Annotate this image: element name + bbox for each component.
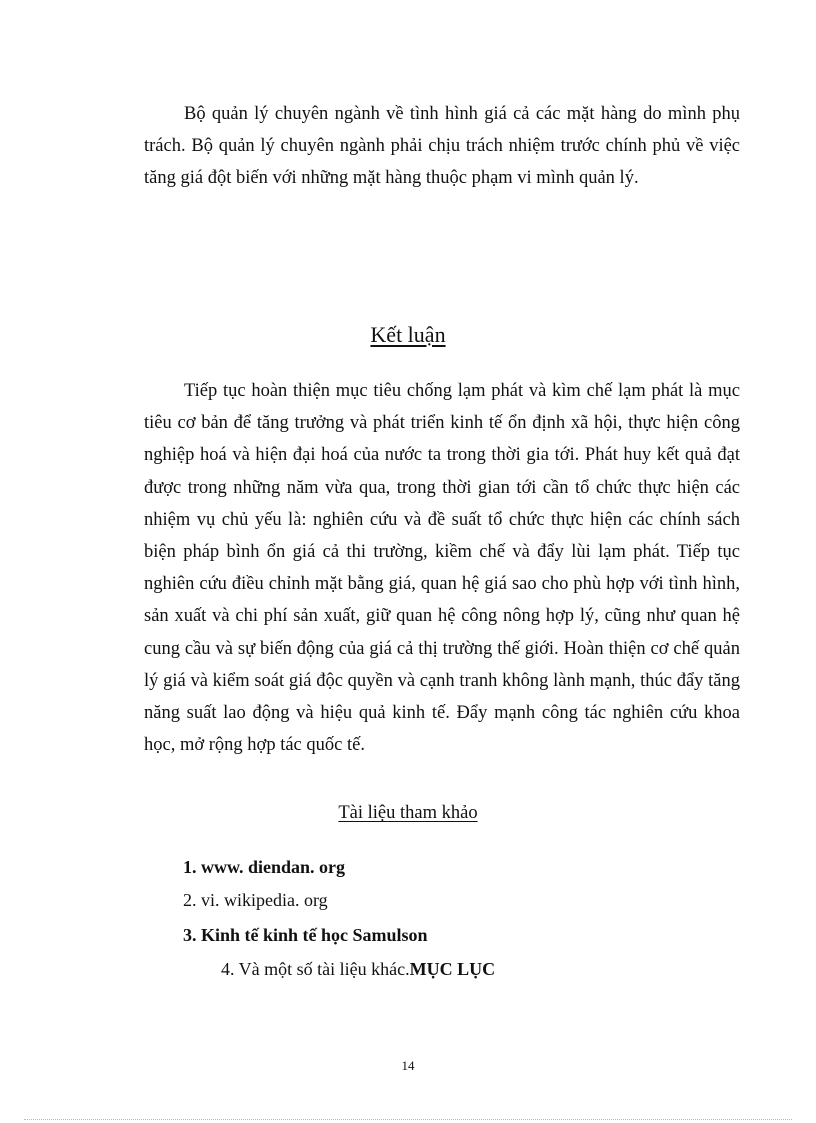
table-of-contents-label: MỤC LỤC [409,959,496,979]
reference-item-4 [221,957,495,981]
conclusion-title: Kết luận [370,322,446,347]
reference-item-4-text: 4. Và một số tài liệu khác. [221,959,410,979]
reference-item-3: 3. Kinh tế kinh tế học Samulson [183,925,428,945]
reference-item-1: 1. www. diendan. org [183,857,346,877]
conclusion-paragraph [144,375,740,761]
references-title: Tài liệu tham khảo [338,803,478,823]
page-bottom-divider [24,1119,792,1120]
page-number: 14 [401,1058,415,1073]
intro-paragraph [144,98,740,195]
reference-item-2: 2. vi. wikipedia. org [183,890,328,910]
conclusion-heading [0,322,816,348]
references-heading [0,803,816,824]
intro-paragraph-rest: Bộ quản lý chuyên ngành phải chịu trách nhiệm trước chính phủ về việc tăng giá đột biến với những mặt hàng thuộc phạm vi mình quản lý. [144,136,741,189]
conclusion-body: Tiếp tục hoàn thiện mục tiêu chống lạm phát và kìm chế lạm phát là mục tiêu cơ bản để tăng trưởng và phát triển kinh tế ổn định xã hội, thực hiện công nghiệp hoá và hiện đại hoá của nước ta trong thời gia tới. Phát huy kết quả đạt được trong những năm vừa qua, trong thời gian tới cần tổ chức thực hiện các nhiệm vụ chủ yếu là: nghiên cứu và đề suất tổ chức thực hiện các chính sách biện pháp bình ổn giá cả thi trường, kiềm chế và đẩy lùi lạm phát. Tiếp tục nghiên cứu điều chỉnh mặt bằng giá, quan hệ giá sao cho phù hợp với tình hình, sản xuất và chi phí sản xuất, giữ quan hệ công nông hợp lý, cũng như quan hệ cung cầu và sự biến động của giá cả thị trường thế giới. Hoàn thiện cơ chế quản lý giá và kiểm soát giá độc quyền và cạnh tranh không lành mạnh, thúc đẩy tăng năng suất lao động và hiệu quả kinh tế. Đẩy mạnh công tác nghiên cứu khoa học, mở rộng hợp tác quốc tế. [144,381,740,756]
intro-paragraph-first-line: Bộ quản lý chuyên ngành về tình hình giá cả các mặt hàng do mình phụ trách. [144,104,740,157]
